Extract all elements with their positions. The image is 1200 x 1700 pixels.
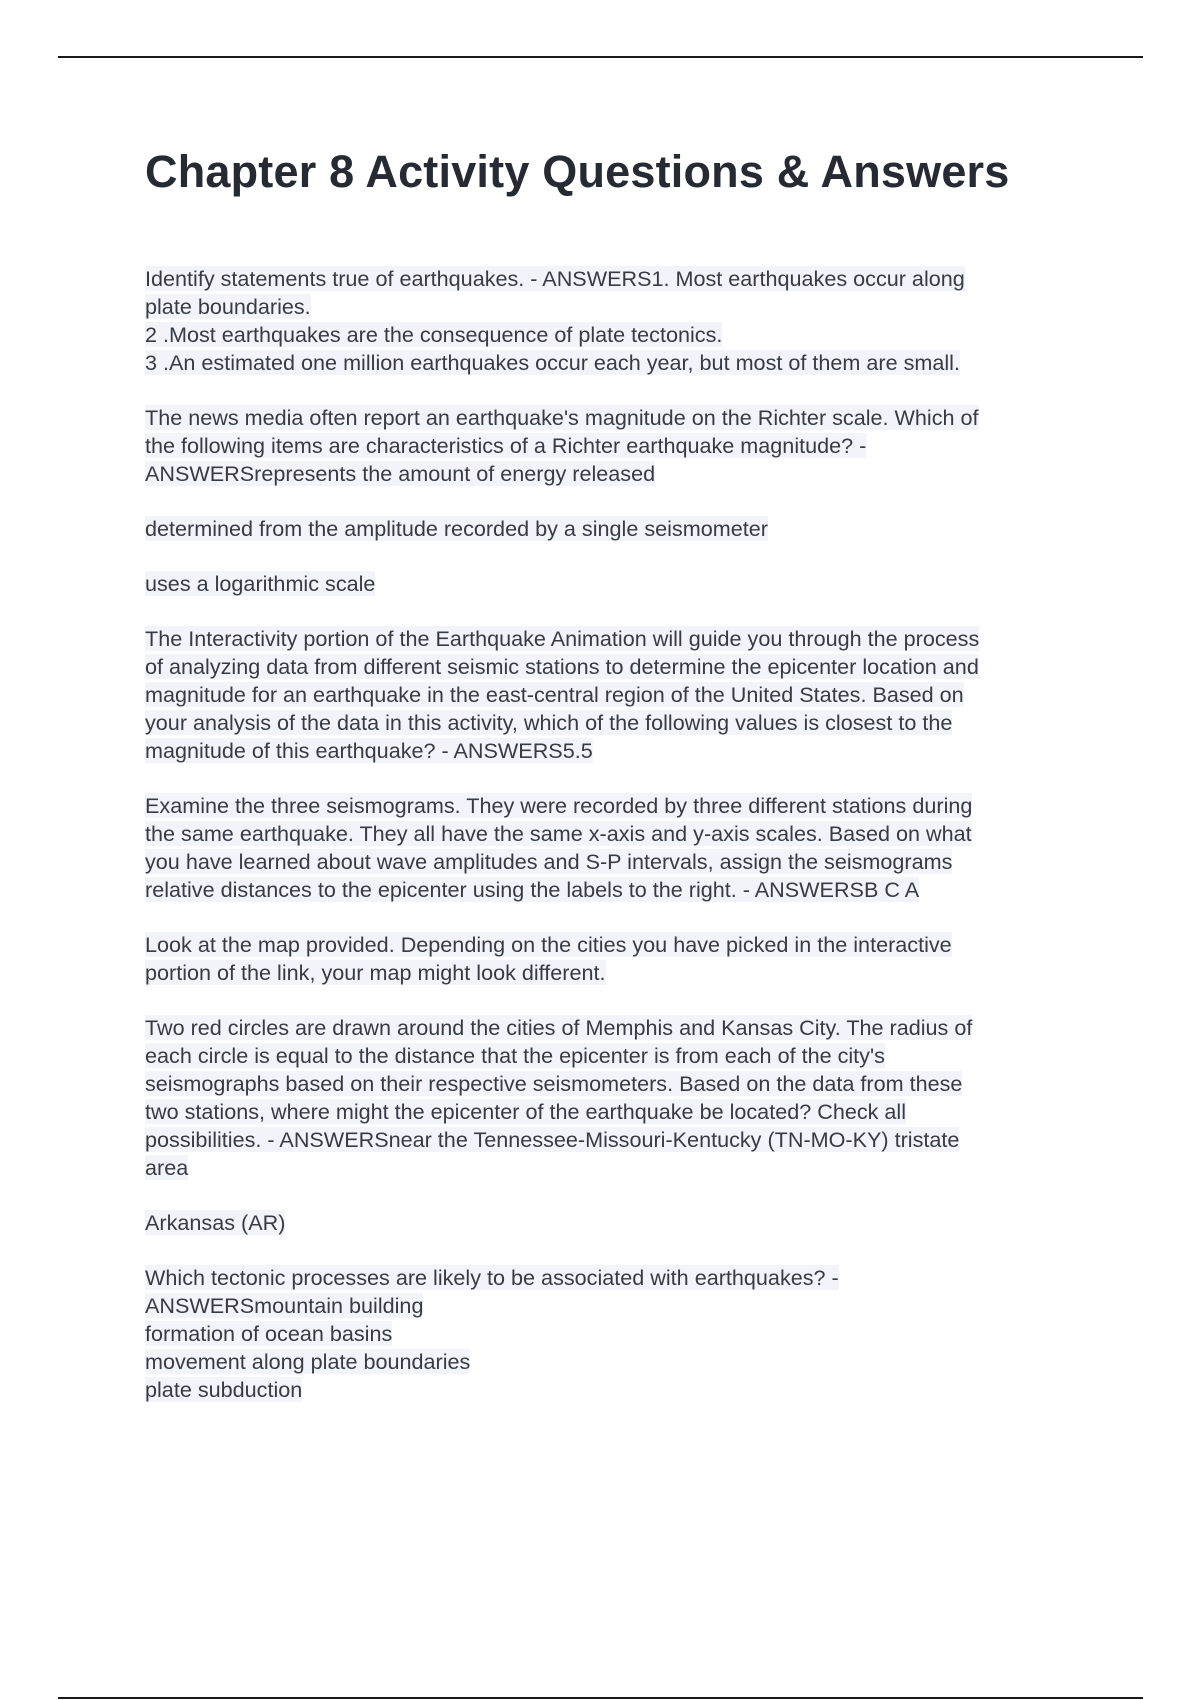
text-line-content: Which tectonic processes are likely to be associated with earthquakes? -: [145, 1265, 839, 1290]
text-line: [145, 1014, 1090, 1042]
text-line-content: your analysis of the data in this activity, which of the following values is closest to the: [145, 710, 953, 735]
qa-list: [145, 265, 1090, 1404]
page-title: Chapter 8 Activity Questions & Answers: [145, 146, 1010, 197]
text-line: [145, 876, 1090, 904]
text-line-content: Two red circles are drawn around the cities of Memphis and Kansas City. The radius of: [145, 1015, 973, 1040]
text-line: [145, 570, 1090, 598]
qa-paragraph: [145, 1264, 1090, 1404]
text-line: [145, 321, 1090, 349]
text-line-content: portion of the link, your map might look different.: [145, 960, 606, 985]
text-line: [145, 1376, 1090, 1404]
qa-paragraph: [145, 931, 1090, 987]
text-line: [145, 1098, 1090, 1126]
qa-paragraph: [145, 792, 1090, 904]
text-line-content: magnitude for an earthquake in the east-central region of the United States. Based on: [145, 682, 964, 707]
text-line-content: relative distances to the epicenter using the labels to the right. - ANSWERSB C A: [145, 877, 920, 902]
text-line: [145, 1042, 1090, 1070]
qa-paragraph: [145, 404, 1090, 488]
text-line-content: 2 .Most earthquakes are the consequence of plate tectonics.: [145, 322, 723, 347]
text-line-content: Examine the three seismograms. They were recorded by three different stations during: [145, 793, 973, 818]
text-line: [145, 460, 1090, 488]
text-line-content: seismographs based on their respective seismometers. Based on the data from these: [145, 1071, 963, 1096]
document-body: [145, 142, 1090, 1431]
text-line-content: two stations, where might the epicenter of the earthquake be located? Check all: [145, 1099, 907, 1124]
qa-paragraph: [145, 1014, 1090, 1182]
text-line: [145, 1264, 1090, 1292]
text-line: [145, 820, 1090, 848]
text-line: [145, 1126, 1090, 1154]
text-line-content: Arkansas (AR): [145, 1210, 286, 1235]
text-line-content: plate subduction: [145, 1377, 303, 1402]
text-line: [145, 1070, 1090, 1098]
text-line-content: Identify statements true of earthquakes. - ANSWERS1. Most earthquakes occur along: [145, 266, 965, 291]
text-line: [145, 1292, 1090, 1320]
qa-paragraph: [145, 265, 1090, 377]
text-line: [145, 1154, 1090, 1182]
text-line: [145, 681, 1090, 709]
text-line-content: 3 .An estimated one million earthquakes occur each year, but most of them are small.: [145, 350, 960, 375]
qa-paragraph: [145, 1209, 1090, 1237]
text-line: [145, 265, 1090, 293]
text-line-content: you have learned about wave amplitudes and S-P intervals, assign the seismograms: [145, 849, 953, 874]
text-line-content: the same earthquake. They all have the same x-axis and y-axis scales. Based on what: [145, 821, 972, 846]
text-line: [145, 1348, 1090, 1376]
text-line: [145, 959, 1090, 987]
text-line: [145, 404, 1090, 432]
text-line: [145, 293, 1090, 321]
text-line: [145, 848, 1090, 876]
text-line: [145, 1209, 1090, 1237]
text-line: [145, 515, 1090, 543]
text-line-content: the following items are characteristics of a Richter earthquake magnitude? -: [145, 433, 867, 458]
qa-paragraph: [145, 625, 1090, 765]
text-line: [145, 625, 1090, 653]
text-line-content: ANSWERSmountain building: [145, 1293, 424, 1318]
bottom-rule: [58, 1697, 1143, 1699]
text-line: [145, 349, 1090, 377]
text-line: [145, 653, 1090, 681]
text-line-content: uses a logarithmic scale: [145, 571, 376, 596]
text-line-content: The news media often report an earthquake's magnitude on the Richter scale. Which of: [145, 405, 979, 430]
text-line-content: The Interactivity portion of the Earthquake Animation will guide you through the process: [145, 626, 980, 651]
text-line-content: determined from the amplitude recorded by a single seismometer: [145, 516, 768, 541]
text-line-content: Look at the map provided. Depending on the cities you have picked in the interactive: [145, 932, 952, 957]
text-line: [145, 432, 1090, 460]
text-line-content: magnitude of this earthquake? - ANSWERS5.5: [145, 738, 593, 763]
text-line-content: ANSWERSrepresents the amount of energy released: [145, 461, 656, 486]
qa-paragraph: [145, 570, 1090, 598]
text-line: [145, 1320, 1090, 1348]
text-line: [145, 709, 1090, 737]
text-line-content: area: [145, 1155, 189, 1180]
text-line-content: plate boundaries.: [145, 294, 311, 319]
text-line: [145, 931, 1090, 959]
text-line-content: of analyzing data from different seismic stations to determine the epicenter location and: [145, 654, 979, 679]
top-rule: [58, 56, 1143, 58]
text-line: [145, 737, 1090, 765]
text-line: [145, 792, 1090, 820]
text-line-content: formation of ocean basins: [145, 1321, 393, 1346]
text-line-content: movement along plate boundaries: [145, 1349, 471, 1374]
text-line-content: possibilities. - ANSWERSnear the Tennessee-Missouri-Kentucky (TN-MO-KY) tristate: [145, 1127, 960, 1152]
qa-paragraph: [145, 515, 1090, 543]
text-line-content: each circle is equal to the distance that the epicenter is from each of the city's: [145, 1043, 885, 1068]
